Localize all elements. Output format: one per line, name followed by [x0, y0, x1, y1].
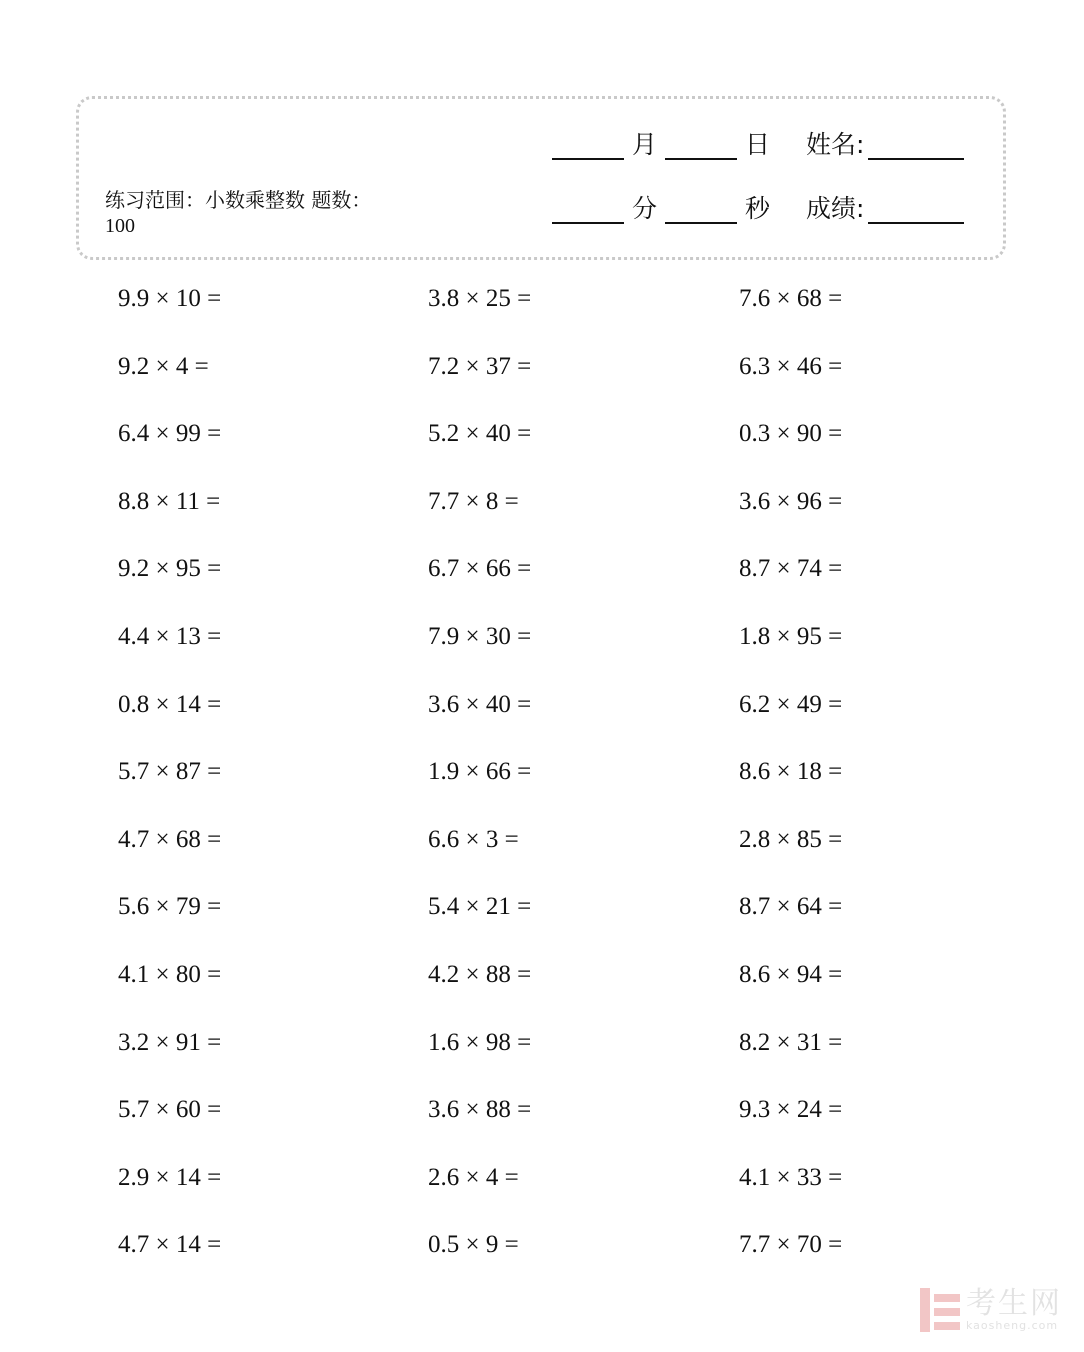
problem-item: 2.8 × 85 =	[739, 825, 843, 853]
problem-item: 6.3 × 46 =	[739, 352, 843, 380]
problem-item: 7.7 × 70 =	[739, 1231, 843, 1259]
problem-item: 2.6 × 4 =	[428, 1163, 519, 1191]
watermark-logo-icon	[920, 1288, 960, 1332]
question-count: 100	[105, 215, 135, 237]
problem-item: 0.8 × 14 =	[118, 690, 222, 718]
problem-item: 1.6 × 98 =	[428, 1028, 532, 1056]
problem-item: 6.4 × 99 =	[118, 420, 222, 448]
problem-item: 7.9 × 30 =	[428, 623, 532, 650]
problem-item: 4.7 × 14 =	[118, 1231, 222, 1259]
problem-item: 1.9 × 66 =	[428, 758, 532, 786]
problem-item: 9.9 × 10 =	[118, 285, 222, 312]
problem-item: 8.7 × 64 =	[739, 893, 843, 921]
problem-item: 8.7 × 74 =	[739, 555, 843, 583]
problem-item: 3.6 × 96 =	[739, 487, 843, 515]
problem-item: 5.6 × 79 =	[118, 893, 222, 921]
problem-item: 5.7 × 87 =	[118, 758, 222, 786]
problem-item: 7.6 × 68 =	[739, 285, 843, 312]
problem-item: 5.2 × 40 =	[428, 420, 532, 448]
problem-item: 7.2 × 37 =	[428, 352, 532, 380]
problem-item: 3.6 × 40 =	[428, 690, 532, 718]
problem-item: 5.7 × 60 =	[118, 1096, 222, 1124]
score-label: 成绩:	[806, 194, 865, 223]
problem-item: 3.8 × 25 =	[428, 285, 532, 312]
problem-item: 4.2 × 88 =	[428, 961, 532, 988]
problem-item: 4.1 × 33 =	[739, 1163, 843, 1191]
range-label: 练习范围：小数乘整数 题数：	[105, 188, 372, 212]
day-label: 日	[745, 130, 771, 159]
name-label: 姓名:	[806, 130, 865, 159]
score-blank[interactable]	[868, 196, 964, 224]
problem-item: 0.3 × 90 =	[739, 420, 843, 448]
problem-item: 9.2 × 4 =	[118, 352, 209, 380]
date-name-row	[552, 130, 964, 160]
problem-item: 9.2 × 95 =	[118, 555, 222, 583]
problem-item: 4.1 × 80 =	[118, 961, 222, 988]
practice-range	[105, 186, 425, 240]
problem-item: 1.8 × 95 =	[739, 623, 843, 650]
problem-item: 0.5 × 9 =	[428, 1231, 519, 1259]
watermark-name: 考生网	[966, 1285, 1062, 1321]
month-label: 月	[632, 130, 658, 159]
watermark-url: kaosheng.com	[966, 1318, 1059, 1332]
problem-item: 4.4 × 13 =	[118, 623, 222, 650]
problem-item: 7.7 × 8 =	[428, 487, 519, 515]
month-blank[interactable]	[552, 132, 624, 160]
problem-item: 8.2 × 31 =	[739, 1028, 843, 1056]
problem-item: 3.6 × 88 =	[428, 1096, 532, 1124]
name-blank[interactable]	[868, 132, 964, 160]
problem-item: 8.6 × 94 =	[739, 961, 843, 988]
problem-item: 2.9 × 14 =	[118, 1163, 222, 1191]
problem-item: 3.2 × 91 =	[118, 1028, 222, 1056]
problem-item: 6.6 × 3 =	[428, 825, 519, 853]
problem-item: 6.2 × 49 =	[739, 690, 843, 718]
second-blank[interactable]	[665, 196, 737, 224]
minute-label: 分	[632, 194, 658, 223]
second-label: 秒	[745, 194, 771, 223]
time-score-row	[552, 194, 964, 224]
minute-blank[interactable]	[552, 196, 624, 224]
problem-item: 5.4 × 21 =	[428, 893, 532, 921]
problem-item: 8.6 × 18 =	[739, 758, 843, 786]
watermark	[920, 1285, 1062, 1332]
day-blank[interactable]	[665, 132, 737, 160]
problem-item: 4.7 × 68 =	[118, 825, 222, 853]
problem-item: 9.3 × 24 =	[739, 1096, 843, 1124]
problem-item: 6.7 × 66 =	[428, 555, 532, 583]
problem-item: 8.8 × 11 =	[118, 487, 221, 515]
